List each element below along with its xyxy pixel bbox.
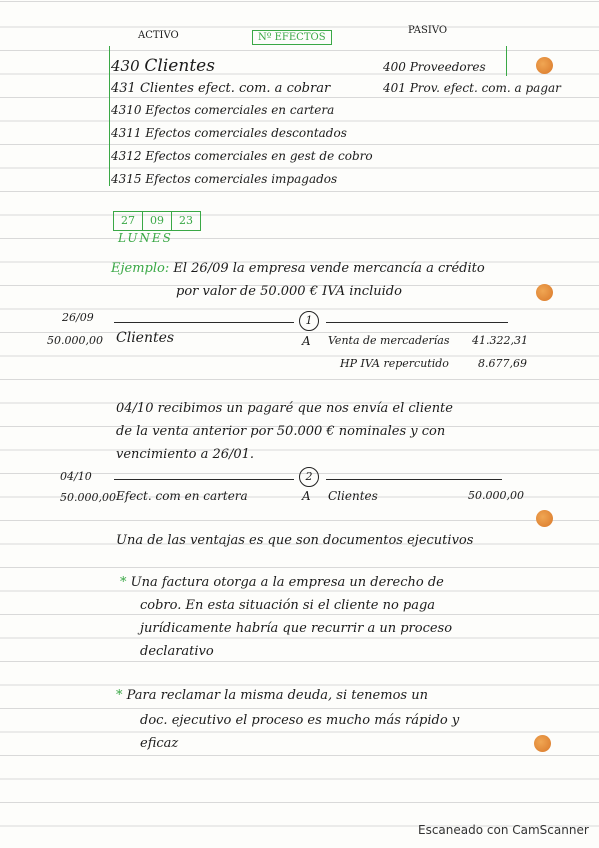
entry1-line-right [326, 322, 508, 323]
entry1-credit2: HP IVA repercutido [340, 357, 449, 370]
paragraph1-line-3: vencimiento a 26/01. [116, 447, 255, 462]
entry1-date: 26/09 [62, 311, 94, 324]
scanner-footer: Escaneado con CamScanner [418, 823, 589, 837]
bullet1-line-3: jurídicamente habría que recurrir a un proceso [140, 621, 453, 636]
efectos-header: Nº EFECTOS [252, 30, 332, 45]
punch-hole [534, 735, 551, 752]
punch-hole [536, 284, 553, 301]
example-line-1: Ejemplo: El 26/09 la empresa vende mercancía a crédito [111, 261, 485, 276]
green-margin-line [109, 46, 110, 186]
entry2-credit-amount: 50.000,00 [468, 489, 524, 502]
paragraph1-line-1: 04/10 recibimos un pagaré que nos envía el cliente [116, 401, 453, 416]
date-month: 09 [142, 211, 172, 231]
bullet1-line-1: * Una factura otorga a la empresa un derecho de [120, 575, 444, 590]
advantage-text: Una de las ventajas es que son documentos ejecutivos [116, 533, 474, 548]
entry1-amount: 50.000,00 [47, 334, 103, 347]
entry2-line-right [326, 479, 502, 480]
entry2-credit: Clientes [328, 489, 378, 503]
date-year: 23 [171, 211, 201, 231]
account-400: 400 Proveedores [383, 60, 486, 74]
example-line-2: por valor de 50.000 € IVA incluido [176, 284, 402, 299]
account-4310: 4310 Efectos comerciales en cartera [111, 103, 335, 117]
entry1-line-left [114, 322, 294, 323]
bullet2-star: * [116, 688, 123, 703]
entry1-a: A [302, 334, 311, 348]
bullet1-line-2: cobro. En esta situación si el cliente no paga [140, 598, 436, 613]
punch-hole [536, 57, 553, 74]
date-box [113, 209, 200, 231]
entry1-debit: Clientes [116, 330, 175, 346]
bullet1-star: * [120, 575, 127, 590]
entry1-credit1: Venta de mercaderías [328, 334, 450, 347]
entry2-amount: 50.000,00 [60, 491, 116, 504]
entry2-number: 2 [299, 467, 319, 487]
account-401: 401 Prov. efect. com. a pagar [383, 81, 561, 95]
green-margin-line-right [506, 46, 507, 76]
entry1-number: 1 [299, 311, 319, 331]
account-430: 430 Clientes [111, 56, 215, 76]
entry2-debit: Efect. com en cartera [116, 489, 248, 503]
bullet1-line-4: declarativo [140, 644, 214, 659]
entry2-date: 04/10 [60, 470, 92, 483]
account-4311: 4311 Efectos comerciales descontados [111, 126, 347, 140]
bullet2-line-3: eficaz [140, 736, 179, 751]
bullet2-line-1: * Para reclamar la misma deuda, si tenemos un [116, 688, 428, 703]
activo-header: ACTIVO [138, 30, 179, 41]
entry1-credit2-amount: 8.677,69 [478, 357, 527, 370]
entry2-a: A [302, 489, 311, 503]
account-431: 431 Clientes efect. com. a cobrar [111, 81, 331, 96]
date-day: 27 [113, 211, 143, 231]
account-4315: 4315 Efectos comerciales impagados [111, 172, 338, 186]
date-weekday: LUNES [118, 231, 173, 245]
account-4312: 4312 Efectos comerciales en gest de cobro [111, 149, 373, 163]
bullet2-line-2: doc. ejecutivo el proceso es mucho más rápido y [140, 713, 460, 728]
entry1-credit1-amount: 41.322,31 [472, 334, 528, 347]
punch-hole [536, 510, 553, 527]
entry2-line-left [114, 479, 294, 480]
pasivo-header: PASIVO [408, 25, 448, 36]
paragraph1-line-2: de la venta anterior por 50.000 € nominales y con [116, 424, 446, 439]
